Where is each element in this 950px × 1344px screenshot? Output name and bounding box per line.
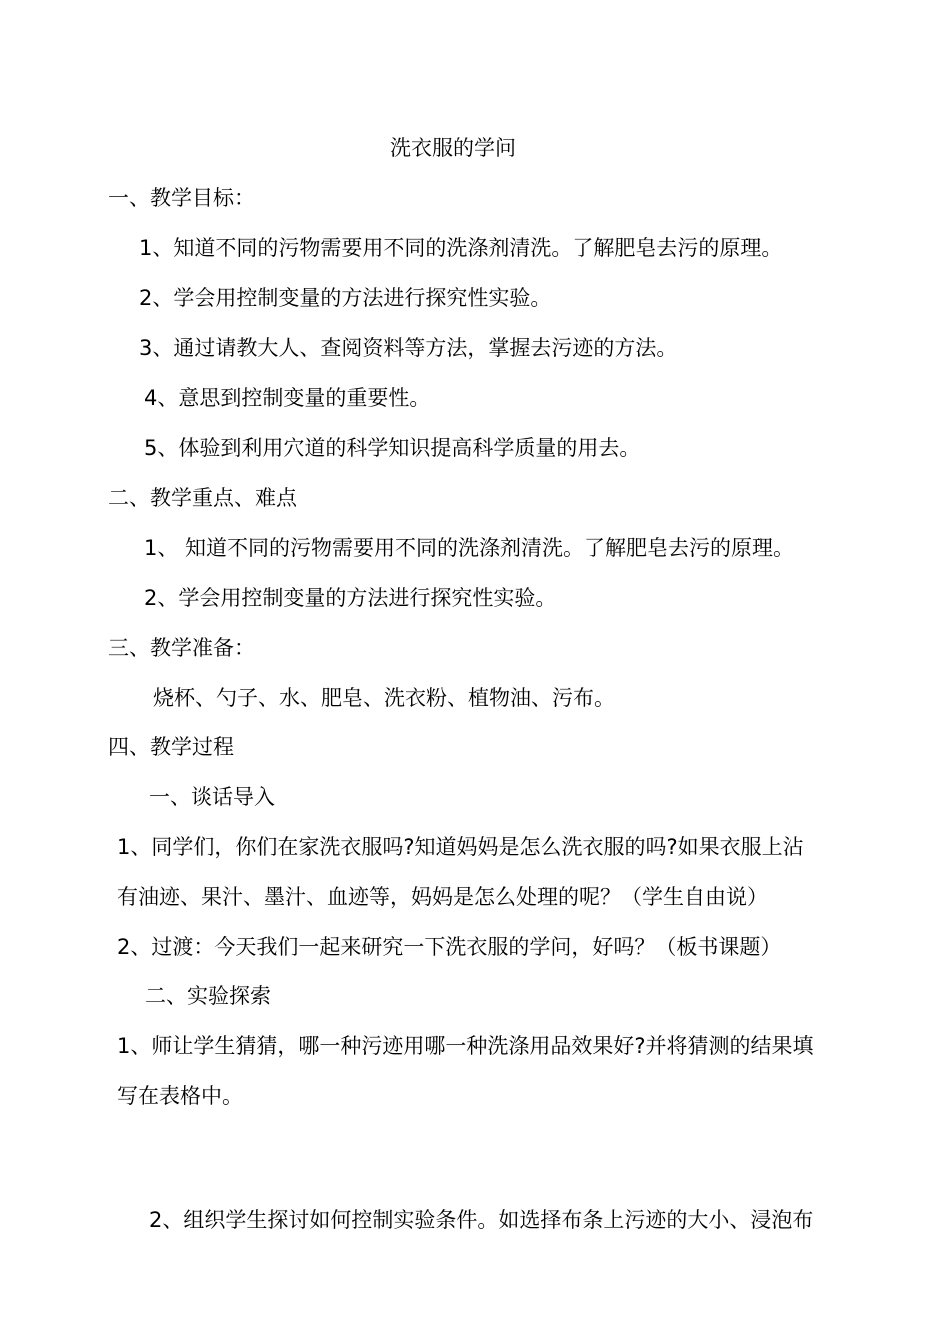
document-title: 洗衣服的学问 (390, 136, 516, 160)
section-heading-key-points: 二、教学重点、难点 (108, 486, 297, 510)
intro-paragraph-2: 2、过渡：今天我们一起来研究一下洗衣服的学问，好吗？（板书课题） (117, 935, 782, 959)
section-heading-objectives: 一、教学目标： (108, 186, 255, 210)
intro-paragraph-1-line-2: 有油迹、果汁、墨汁、血迹等，妈妈是怎么处理的呢？（学生自由说） (117, 885, 768, 909)
key-point-item-2: 2、学会用控制变量的方法进行探究性实验。 (144, 586, 557, 610)
objective-item-1: 1、知道不同的污物需要用不同的洗涤剂清洗。了解肥皂去污的原理。 (139, 236, 783, 260)
objective-item-2: 2、学会用控制变量的方法进行探究性实验。 (139, 286, 552, 310)
subheading-introduction: 一、谈话导入 (149, 785, 275, 809)
experiment-paragraph-1-line-1: 1、师让学生猜猜，哪一种污迹用哪一种洗涤用品效果好?并将猜测的结果填 (117, 1034, 814, 1058)
section-heading-process: 四、教学过程 (108, 735, 234, 759)
key-point-item-1: 1、 知道不同的污物需要用不同的洗涤剂清洗。了解肥皂去污的原理。 (144, 536, 795, 560)
experiment-paragraph-2-line-1: 2、组织学生探讨如何控制实验条件。如选择布条上污迹的大小、浸泡布 (149, 1208, 814, 1232)
objective-item-4: 4、意思到控制变量的重要性。 (144, 386, 431, 410)
section-heading-preparation: 三、教学准备： (108, 636, 255, 660)
experiment-paragraph-1-line-2: 写在表格中。 (117, 1084, 243, 1108)
intro-paragraph-1-line-1: 1、同学们，你们在家洗衣服吗?知道妈妈是怎么洗衣服的吗?如果衣服上沾 (117, 835, 804, 859)
objective-item-5: 5、体验到利用穴道的科学知识提高科学质量的用去。 (144, 436, 641, 460)
subheading-experiment: 二、实验探索 (145, 984, 271, 1008)
materials-list: 烧杯、勺子、水、肥皂、洗衣粉、植物油、污布。 (153, 686, 615, 710)
objective-item-3: 3、通过请教大人、查阅资料等方法，掌握去污迹的方法。 (139, 336, 678, 360)
